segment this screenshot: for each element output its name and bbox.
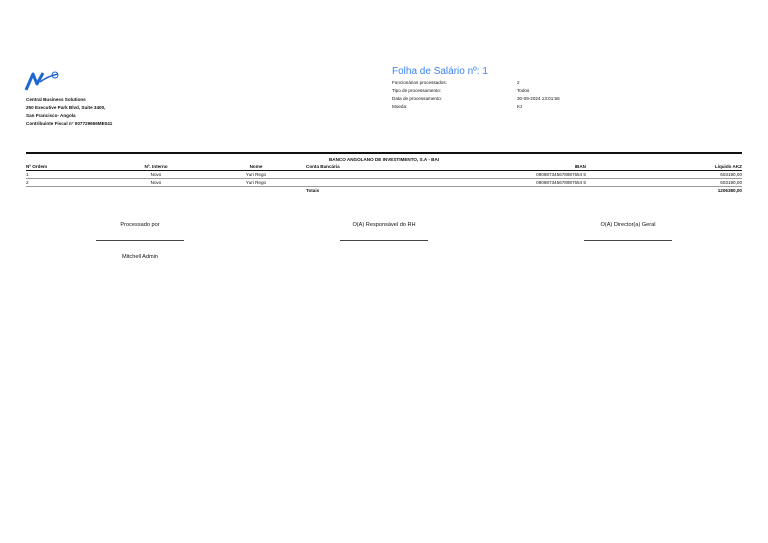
company-logo xyxy=(24,70,62,92)
meta-value: Todos xyxy=(517,88,530,93)
meta-label: Funcionários processados: xyxy=(392,80,447,85)
col-net-akz: Líquido AKZ xyxy=(586,163,742,171)
meta-row xyxy=(392,103,560,111)
cell-name: Yuri Rego xyxy=(206,179,306,187)
totals-row xyxy=(26,187,742,195)
meta-row xyxy=(392,87,560,95)
signature-director xyxy=(584,222,672,241)
company-block xyxy=(26,96,112,128)
cell-iban: 090987345678987654 5 xyxy=(406,179,586,187)
cell-order: 1 xyxy=(26,171,106,179)
meta-label: Moeda: xyxy=(392,104,408,109)
meta-label: Data de processamento: xyxy=(392,96,443,101)
cell-net: 603190,00 xyxy=(586,179,742,187)
signature-line xyxy=(584,240,672,241)
col-bank-account: Conta Bancária xyxy=(306,163,406,171)
meta-label: Tipo de processamento: xyxy=(392,88,442,93)
payroll-table xyxy=(26,163,742,194)
meta-row xyxy=(392,95,560,103)
document-meta xyxy=(392,79,560,111)
col-internal: Nº. Interno xyxy=(106,163,206,171)
cell-bank-account xyxy=(306,179,406,187)
totals-value: 1206380,00 xyxy=(717,188,742,193)
signature-label: O(A) Responsável do RH xyxy=(352,222,416,228)
meta-value: 2 xyxy=(517,80,520,85)
signature-line xyxy=(96,240,184,241)
bank-name: BANCO ANGOLANO DE INVESTIMENTO, S.A - BAI xyxy=(328,157,440,162)
signature-processed-by xyxy=(96,222,184,241)
cell-iban: 090987345678987654 5 xyxy=(406,171,586,179)
signature-label: O(A) Director(a) Geral xyxy=(600,222,656,228)
meta-value: Kz xyxy=(517,104,523,109)
cell-order: 2 xyxy=(26,179,106,187)
cell-net: 603190,00 xyxy=(586,171,742,179)
table-row xyxy=(26,179,742,187)
signature-hr xyxy=(340,222,428,241)
col-order: Nº Ordem xyxy=(26,163,106,171)
meta-value: 30-09-2024 13:01:56 xyxy=(517,96,560,101)
company-city: San Francisco- Angola xyxy=(26,113,76,118)
cell-internal: Novo xyxy=(106,179,206,187)
cell-name: Yuri Rego xyxy=(206,171,306,179)
company-address: 250 Executive Park Blvd, Suite 3400, xyxy=(26,105,106,110)
col-name: Nome xyxy=(206,163,306,171)
processor-name: Mitchell Admin xyxy=(121,254,159,260)
col-iban: IBAN xyxy=(406,163,586,171)
signature-line xyxy=(340,240,428,241)
signature-label: Processado por xyxy=(120,222,160,228)
totals-label: Totais xyxy=(306,188,320,193)
cell-internal: Novo xyxy=(106,171,206,179)
company-name: Central Business Solutions xyxy=(26,97,86,102)
company-tax-id: Contribuinte Fiscal n° 007729656ME041 xyxy=(26,121,113,126)
meta-row xyxy=(392,79,560,87)
table-header-row xyxy=(26,163,742,171)
bank-section xyxy=(26,152,742,163)
document-title: Folha de Salário nº: 1 xyxy=(392,66,488,77)
table-row xyxy=(26,171,742,179)
cell-bank-account xyxy=(306,171,406,179)
